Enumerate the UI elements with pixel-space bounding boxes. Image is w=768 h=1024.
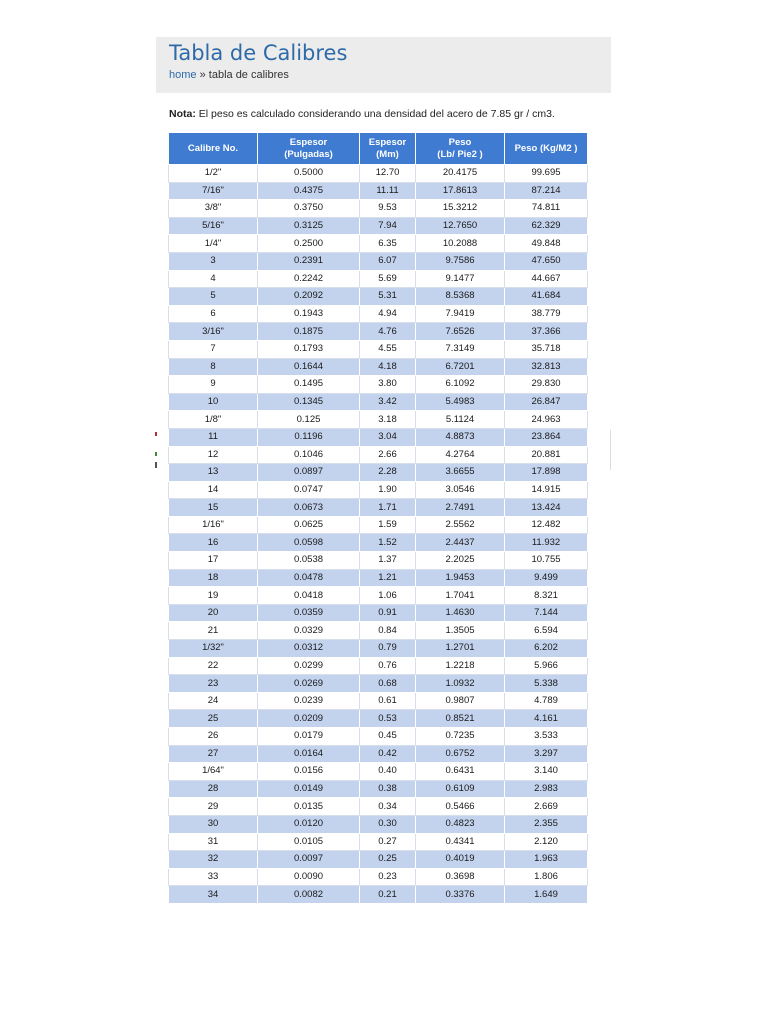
cell-espesor-mm: 0.84 — [360, 622, 416, 640]
table-row — [169, 745, 588, 763]
cell-calibre: 30 — [169, 815, 258, 833]
table-row — [169, 692, 588, 710]
cell-calibre: 1/4" — [169, 235, 258, 253]
cell-peso-lb: 5.1124 — [416, 411, 505, 429]
table-row — [169, 393, 588, 411]
table-header-row — [169, 133, 588, 165]
cell-espesor-pulgadas: 0.0156 — [258, 763, 360, 781]
density-note — [169, 108, 555, 120]
cell-calibre: 3/16" — [169, 323, 258, 341]
cell-calibre: 14 — [169, 481, 258, 499]
table-row — [169, 710, 588, 728]
cell-peso-kg: 8.321 — [505, 587, 588, 605]
cell-peso-lb: 9.7586 — [416, 252, 505, 270]
cell-calibre: 29 — [169, 798, 258, 816]
side-marker — [155, 452, 157, 456]
cell-calibre: 11 — [169, 428, 258, 446]
cell-calibre: 9 — [169, 376, 258, 394]
table-row — [169, 640, 588, 658]
table-row — [169, 340, 588, 358]
cell-peso-kg: 1.649 — [505, 886, 588, 904]
cell-peso-kg: 1.806 — [505, 868, 588, 886]
cell-peso-lb: 2.4437 — [416, 534, 505, 552]
cell-peso-kg: 7.144 — [505, 604, 588, 622]
table-row — [169, 622, 588, 640]
breadcrumb-current: tabla de calibres — [208, 69, 289, 81]
cell-peso-lb: 10.2088 — [416, 235, 505, 253]
cell-peso-lb: 1.2218 — [416, 657, 505, 675]
cell-peso-kg: 29.830 — [505, 376, 588, 394]
table-row — [169, 358, 588, 376]
cell-peso-kg: 35.718 — [505, 340, 588, 358]
cell-peso-lb: 7.3149 — [416, 340, 505, 358]
cell-peso-kg: 10.755 — [505, 552, 588, 570]
cell-calibre: 27 — [169, 745, 258, 763]
cell-espesor-mm: 0.68 — [360, 675, 416, 693]
cell-peso-lb: 0.3698 — [416, 868, 505, 886]
cell-espesor-pulgadas: 0.125 — [258, 411, 360, 429]
cell-calibre: 4 — [169, 270, 258, 288]
table-row — [169, 446, 588, 464]
cell-espesor-pulgadas: 0.0097 — [258, 851, 360, 869]
cell-calibre: 28 — [169, 780, 258, 798]
cell-peso-lb: 0.6431 — [416, 763, 505, 781]
cell-espesor-mm: 1.90 — [360, 481, 416, 499]
cell-espesor-pulgadas: 0.0082 — [258, 886, 360, 904]
cell-peso-lb: 6.1092 — [416, 376, 505, 394]
cell-espesor-pulgadas: 0.1046 — [258, 446, 360, 464]
cell-peso-kg: 5.338 — [505, 675, 588, 693]
cell-calibre: 3/8" — [169, 200, 258, 218]
cell-peso-lb: 0.9807 — [416, 692, 505, 710]
cell-peso-lb: 1.2701 — [416, 640, 505, 658]
cell-peso-lb: 17.8613 — [416, 182, 505, 200]
table-row — [169, 165, 588, 183]
cell-calibre: 1/64" — [169, 763, 258, 781]
column-header-peso-lb: Peso (Lb/ Pie2 ) — [416, 133, 505, 165]
cell-espesor-mm: 3.04 — [360, 428, 416, 446]
table-row — [169, 217, 588, 235]
cell-peso-lb: 6.7201 — [416, 358, 505, 376]
breadcrumb-home-link[interactable]: home — [169, 69, 197, 81]
column-header-espesor-pulgadas: Espesor (Pulgadas) — [258, 133, 360, 165]
cell-calibre: 20 — [169, 604, 258, 622]
table-row — [169, 780, 588, 798]
table-row — [169, 411, 588, 429]
cell-peso-kg: 20.881 — [505, 446, 588, 464]
table-row — [169, 464, 588, 482]
cell-espesor-mm: 1.59 — [360, 516, 416, 534]
table-row — [169, 833, 588, 851]
divider — [610, 430, 611, 470]
cell-espesor-pulgadas: 0.0239 — [258, 692, 360, 710]
cell-espesor-mm: 1.21 — [360, 569, 416, 587]
cell-espesor-pulgadas: 0.1196 — [258, 428, 360, 446]
cell-peso-lb: 0.6109 — [416, 780, 505, 798]
cell-peso-kg: 14.915 — [505, 481, 588, 499]
cell-peso-kg: 2.355 — [505, 815, 588, 833]
table-row — [169, 516, 588, 534]
cell-espesor-mm: 0.30 — [360, 815, 416, 833]
cell-espesor-mm: 0.61 — [360, 692, 416, 710]
cell-espesor-mm: 3.80 — [360, 376, 416, 394]
cell-peso-kg: 62.329 — [505, 217, 588, 235]
table-row — [169, 587, 588, 605]
cell-peso-kg: 17.898 — [505, 464, 588, 482]
cell-espesor-pulgadas: 0.1793 — [258, 340, 360, 358]
note-text: El peso es calculado considerando una densidad del acero de 7.85 gr / cm3. — [198, 108, 555, 120]
cell-peso-lb: 0.4823 — [416, 815, 505, 833]
cell-peso-kg: 47.650 — [505, 252, 588, 270]
side-marker — [155, 432, 157, 436]
cell-espesor-mm: 0.27 — [360, 833, 416, 851]
cell-espesor-mm: 4.55 — [360, 340, 416, 358]
cell-peso-kg: 4.789 — [505, 692, 588, 710]
cell-espesor-pulgadas: 0.0299 — [258, 657, 360, 675]
cell-espesor-mm: 12.70 — [360, 165, 416, 183]
cell-espesor-pulgadas: 0.2242 — [258, 270, 360, 288]
cell-calibre: 8 — [169, 358, 258, 376]
cell-espesor-pulgadas: 0.0120 — [258, 815, 360, 833]
cell-peso-lb: 0.3376 — [416, 886, 505, 904]
table-row — [169, 569, 588, 587]
cell-espesor-mm: 6.35 — [360, 235, 416, 253]
breadcrumb — [169, 69, 289, 81]
cell-calibre: 1/32" — [169, 640, 258, 658]
cell-espesor-mm: 0.25 — [360, 851, 416, 869]
cell-espesor-mm: 4.94 — [360, 305, 416, 323]
table-row — [169, 868, 588, 886]
column-header-peso-kg: Peso (Kg/M2 ) — [505, 133, 588, 165]
cell-peso-lb: 0.5466 — [416, 798, 505, 816]
cell-espesor-pulgadas: 0.0329 — [258, 622, 360, 640]
cell-calibre: 1/16" — [169, 516, 258, 534]
cell-calibre: 7 — [169, 340, 258, 358]
table-row — [169, 270, 588, 288]
cell-peso-lb: 9.1477 — [416, 270, 505, 288]
table-row — [169, 499, 588, 517]
cell-espesor-pulgadas: 0.2391 — [258, 252, 360, 270]
table-row — [169, 428, 588, 446]
cell-espesor-pulgadas: 0.3750 — [258, 200, 360, 218]
cell-peso-kg: 87.214 — [505, 182, 588, 200]
table-row — [169, 675, 588, 693]
cell-peso-kg: 3.297 — [505, 745, 588, 763]
cell-calibre: 1/2" — [169, 165, 258, 183]
cell-peso-lb: 7.6526 — [416, 323, 505, 341]
table-row — [169, 252, 588, 270]
side-marker — [155, 462, 157, 468]
cell-calibre: 5/16" — [169, 217, 258, 235]
cell-espesor-mm: 0.42 — [360, 745, 416, 763]
cell-calibre: 32 — [169, 851, 258, 869]
cell-calibre: 18 — [169, 569, 258, 587]
cell-calibre: 13 — [169, 464, 258, 482]
table-row — [169, 235, 588, 253]
cell-espesor-pulgadas: 0.0538 — [258, 552, 360, 570]
cell-peso-lb: 4.2764 — [416, 446, 505, 464]
cell-espesor-pulgadas: 0.0269 — [258, 675, 360, 693]
cell-espesor-pulgadas: 0.4375 — [258, 182, 360, 200]
cell-espesor-pulgadas: 0.0312 — [258, 640, 360, 658]
cell-peso-kg: 6.594 — [505, 622, 588, 640]
cell-calibre: 10 — [169, 393, 258, 411]
cell-espesor-mm: 0.38 — [360, 780, 416, 798]
cell-espesor-pulgadas: 0.2092 — [258, 288, 360, 306]
cell-espesor-mm: 5.31 — [360, 288, 416, 306]
cell-espesor-mm: 1.71 — [360, 499, 416, 517]
page-title: Tabla de Calibres — [169, 41, 348, 65]
cell-calibre: 31 — [169, 833, 258, 851]
table-body — [169, 165, 588, 904]
cell-peso-lb: 2.7491 — [416, 499, 505, 517]
cell-espesor-mm: 0.76 — [360, 657, 416, 675]
page-header — [156, 37, 611, 93]
cell-espesor-pulgadas: 0.0598 — [258, 534, 360, 552]
table-row — [169, 657, 588, 675]
cell-peso-lb: 1.7041 — [416, 587, 505, 605]
cell-peso-lb: 0.4019 — [416, 851, 505, 869]
cell-peso-kg: 49.848 — [505, 235, 588, 253]
cell-espesor-mm: 0.23 — [360, 868, 416, 886]
cell-espesor-pulgadas: 0.0625 — [258, 516, 360, 534]
cell-calibre: 16 — [169, 534, 258, 552]
cell-peso-kg: 3.533 — [505, 728, 588, 746]
cell-peso-kg: 38.779 — [505, 305, 588, 323]
cell-espesor-pulgadas: 0.2500 — [258, 235, 360, 253]
cell-peso-lb: 5.4983 — [416, 393, 505, 411]
cell-calibre: 24 — [169, 692, 258, 710]
cell-calibre: 19 — [169, 587, 258, 605]
cell-espesor-pulgadas: 0.0359 — [258, 604, 360, 622]
table-row — [169, 200, 588, 218]
cell-calibre: 26 — [169, 728, 258, 746]
table-row — [169, 886, 588, 904]
cell-espesor-pulgadas: 0.0209 — [258, 710, 360, 728]
cell-peso-lb: 4.8873 — [416, 428, 505, 446]
table-row — [169, 604, 588, 622]
gauge-table — [168, 132, 588, 904]
cell-espesor-mm: 11.11 — [360, 182, 416, 200]
cell-calibre: 23 — [169, 675, 258, 693]
cell-peso-kg: 23.864 — [505, 428, 588, 446]
table-row — [169, 323, 588, 341]
cell-peso-lb: 3.0546 — [416, 481, 505, 499]
cell-calibre: 33 — [169, 868, 258, 886]
cell-peso-lb: 20.4175 — [416, 165, 505, 183]
cell-calibre: 6 — [169, 305, 258, 323]
cell-espesor-mm: 1.37 — [360, 552, 416, 570]
cell-calibre: 7/16" — [169, 182, 258, 200]
cell-peso-lb: 0.8521 — [416, 710, 505, 728]
table-row — [169, 534, 588, 552]
cell-espesor-mm: 0.21 — [360, 886, 416, 904]
cell-espesor-pulgadas: 0.1644 — [258, 358, 360, 376]
cell-peso-kg: 37.366 — [505, 323, 588, 341]
cell-espesor-mm: 7.94 — [360, 217, 416, 235]
cell-espesor-pulgadas: 0.0673 — [258, 499, 360, 517]
cell-espesor-pulgadas: 0.0418 — [258, 587, 360, 605]
cell-espesor-mm: 4.76 — [360, 323, 416, 341]
note-label: Nota: — [169, 108, 196, 120]
cell-calibre: 12 — [169, 446, 258, 464]
cell-espesor-pulgadas: 0.5000 — [258, 165, 360, 183]
table-row — [169, 288, 588, 306]
table-row — [169, 728, 588, 746]
cell-espesor-mm: 3.18 — [360, 411, 416, 429]
cell-espesor-mm: 0.79 — [360, 640, 416, 658]
table-row — [169, 552, 588, 570]
cell-espesor-pulgadas: 0.0179 — [258, 728, 360, 746]
cell-calibre: 25 — [169, 710, 258, 728]
cell-peso-kg: 2.669 — [505, 798, 588, 816]
cell-espesor-pulgadas: 0.0105 — [258, 833, 360, 851]
cell-espesor-pulgadas: 0.0149 — [258, 780, 360, 798]
cell-peso-lb: 2.5562 — [416, 516, 505, 534]
cell-peso-kg: 74.811 — [505, 200, 588, 218]
cell-peso-lb: 0.4341 — [416, 833, 505, 851]
cell-peso-kg: 24.963 — [505, 411, 588, 429]
cell-peso-kg: 32.813 — [505, 358, 588, 376]
cell-calibre: 21 — [169, 622, 258, 640]
cell-espesor-pulgadas: 0.1875 — [258, 323, 360, 341]
table-row — [169, 305, 588, 323]
cell-espesor-mm: 9.53 — [360, 200, 416, 218]
cell-peso-kg: 13.424 — [505, 499, 588, 517]
cell-peso-kg: 1.963 — [505, 851, 588, 869]
cell-peso-kg: 12.482 — [505, 516, 588, 534]
cell-peso-kg: 6.202 — [505, 640, 588, 658]
cell-espesor-mm: 3.42 — [360, 393, 416, 411]
cell-espesor-mm: 1.06 — [360, 587, 416, 605]
cell-peso-kg: 2.120 — [505, 833, 588, 851]
cell-espesor-mm: 4.18 — [360, 358, 416, 376]
column-header-espesor-mm: Espesor (Mm) — [360, 133, 416, 165]
cell-peso-lb: 0.7235 — [416, 728, 505, 746]
cell-espesor-mm: 0.34 — [360, 798, 416, 816]
cell-peso-kg: 5.966 — [505, 657, 588, 675]
cell-calibre: 34 — [169, 886, 258, 904]
cell-peso-lb: 1.3505 — [416, 622, 505, 640]
cell-calibre: 15 — [169, 499, 258, 517]
cell-espesor-mm: 0.45 — [360, 728, 416, 746]
cell-calibre: 5 — [169, 288, 258, 306]
cell-peso-kg: 4.161 — [505, 710, 588, 728]
cell-peso-kg: 9.499 — [505, 569, 588, 587]
cell-peso-lb: 8.5368 — [416, 288, 505, 306]
cell-espesor-mm: 0.91 — [360, 604, 416, 622]
cell-espesor-pulgadas: 0.0164 — [258, 745, 360, 763]
cell-peso-kg: 99.695 — [505, 165, 588, 183]
cell-peso-kg: 3.140 — [505, 763, 588, 781]
cell-espesor-pulgadas: 0.1943 — [258, 305, 360, 323]
cell-peso-lb: 3.6655 — [416, 464, 505, 482]
cell-peso-lb: 1.4630 — [416, 604, 505, 622]
cell-espesor-mm: 2.66 — [360, 446, 416, 464]
table-row — [169, 376, 588, 394]
column-header-calibre: Calibre No. — [169, 133, 258, 165]
cell-peso-lb: 2.2025 — [416, 552, 505, 570]
cell-espesor-mm: 6.07 — [360, 252, 416, 270]
cell-peso-lb: 1.9453 — [416, 569, 505, 587]
cell-espesor-pulgadas: 0.0747 — [258, 481, 360, 499]
table-row — [169, 481, 588, 499]
cell-calibre: 22 — [169, 657, 258, 675]
cell-peso-lb: 1.0932 — [416, 675, 505, 693]
cell-espesor-pulgadas: 0.1345 — [258, 393, 360, 411]
cell-peso-kg: 11.932 — [505, 534, 588, 552]
cell-peso-kg: 41.684 — [505, 288, 588, 306]
cell-espesor-pulgadas: 0.0090 — [258, 868, 360, 886]
cell-peso-lb: 15.3212 — [416, 200, 505, 218]
cell-calibre: 17 — [169, 552, 258, 570]
cell-peso-lb: 0.6752 — [416, 745, 505, 763]
cell-peso-kg: 26.847 — [505, 393, 588, 411]
table-row — [169, 851, 588, 869]
cell-espesor-mm: 0.40 — [360, 763, 416, 781]
cell-peso-lb: 12.7650 — [416, 217, 505, 235]
cell-peso-lb: 7.9419 — [416, 305, 505, 323]
cell-calibre: 1/8" — [169, 411, 258, 429]
breadcrumb-separator: » — [199, 69, 206, 81]
table-row — [169, 798, 588, 816]
cell-peso-kg: 44.667 — [505, 270, 588, 288]
table-row — [169, 815, 588, 833]
cell-calibre: 3 — [169, 252, 258, 270]
cell-espesor-mm: 0.53 — [360, 710, 416, 728]
cell-espesor-pulgadas: 0.1495 — [258, 376, 360, 394]
cell-espesor-mm: 1.52 — [360, 534, 416, 552]
cell-espesor-mm: 2.28 — [360, 464, 416, 482]
cell-espesor-mm: 5.69 — [360, 270, 416, 288]
cell-espesor-pulgadas: 0.0135 — [258, 798, 360, 816]
cell-espesor-pulgadas: 0.0478 — [258, 569, 360, 587]
cell-peso-kg: 2.983 — [505, 780, 588, 798]
table-row — [169, 182, 588, 200]
table-row — [169, 763, 588, 781]
cell-espesor-pulgadas: 0.3125 — [258, 217, 360, 235]
cell-espesor-pulgadas: 0.0897 — [258, 464, 360, 482]
